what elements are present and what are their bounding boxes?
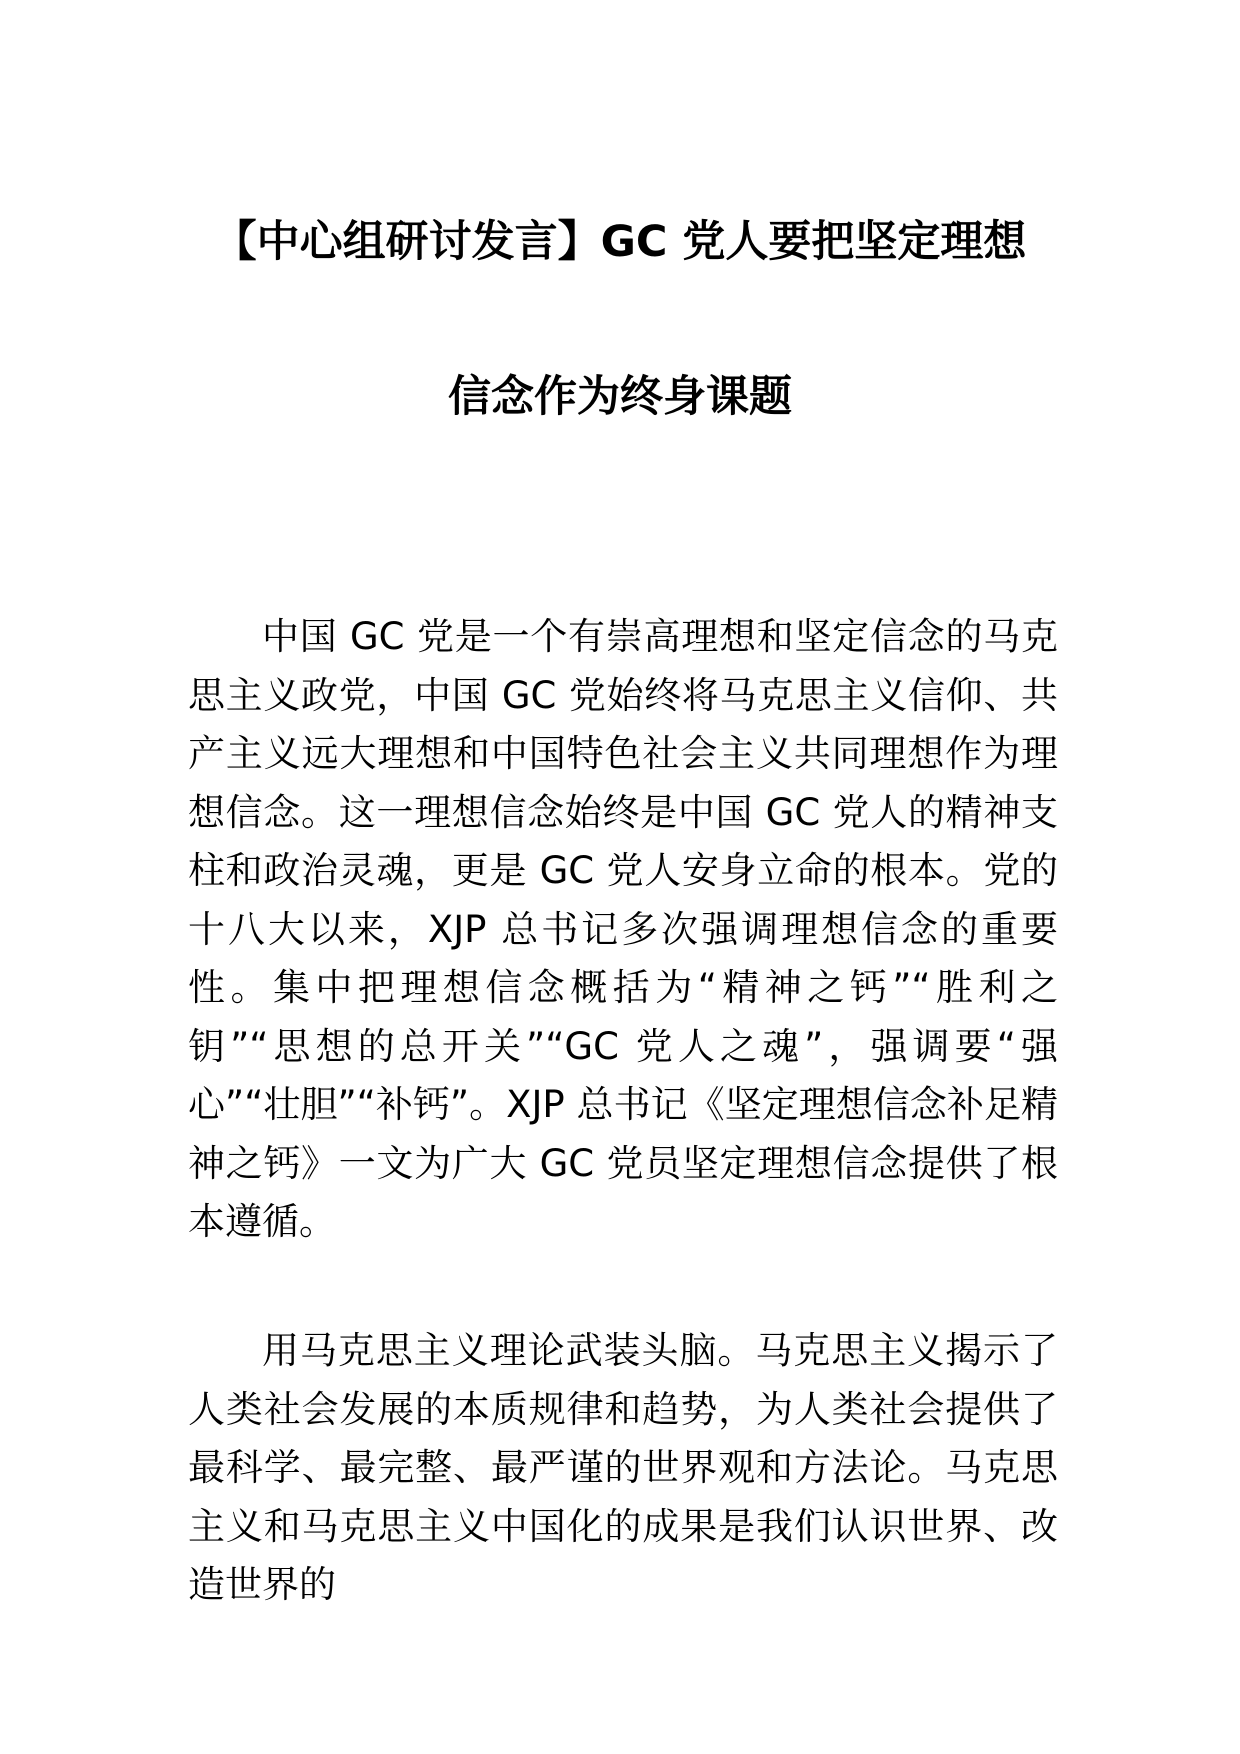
body-paragraph-2: 用马克思主义理论武装头脑。马克思主义揭示了人类社会发展的本质规律和趋势，为人类社会提供了最科学、最完整、最严谨的世界观和方法论。马克思主义和马克思主义中国化的成果是我们认识世界、改造世界的 xyxy=(188,1329,1058,1606)
body-paragraph-1: 中国 GC 党是一个有崇高理想和坚定信念的马克思主义政党，中国 GC 党始终将马克思主义信仰、共产主义远大理想和中国特色社会主义共同理想作为理想信念。这一理想信念始终是中国 GC 党人的精神支柱和政治灵魂，更是 GC 党人安身立命的根本。党的十八大以来，XJP 总书记多次强调理想信念的重要性。集中把理想信念概括为“精神之钙”“胜利之钥”“思想的总开关”“GC 党人之魂”，强调要“强心”“壮胆”“补钙”。XJP 总书记《坚定理想信念补足精神之钙》一文为广大 GC 党员坚定理想信念提供了根本遵循。 xyxy=(188,615,1058,1243)
document-title-line-2: 信念作为终身课题 xyxy=(448,372,792,422)
document-title-line-1: 【中心组研讨发言】GC 党人要把坚定理想 xyxy=(213,217,1027,267)
